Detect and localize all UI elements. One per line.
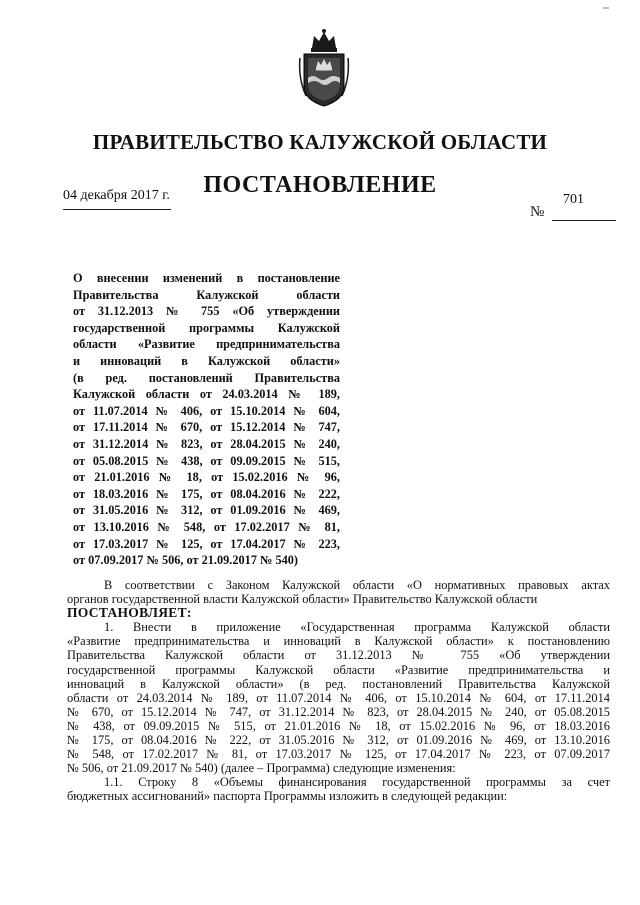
document-title: [73, 270, 340, 569]
title-line: Калужской области от 24.03.2014 № 189,: [73, 387, 340, 402]
title-line: и инноваций в Калужской области»: [73, 353, 340, 368]
title-line: О внесении изменений в постановление: [73, 271, 340, 285]
document-number: 701: [563, 192, 584, 207]
item1-line: области от 24.03.2014 № 189, от 11.07.2014 № 406, от 15.10.2014 № 604, от 17.11.2014: [67, 690, 610, 705]
organization-title: ПРАВИТЕЛЬСТВО КАЛУЖСКОЙ ОБЛАСТИ: [92, 130, 548, 154]
item1-line: инноваций в Калужской области» (в ред. постановлений Правительства Калужской: [67, 676, 610, 691]
item1-line: № 506, от 21.09.2017 № 540) (далее – Программа) следующие изменения:: [67, 761, 456, 776]
title-line: от 31.12.2013 № 755 «Об утверждении: [73, 304, 340, 319]
item1-line: государственной программы Калужской области «Развитие предпринимательства и: [67, 662, 610, 677]
title-line: от 31.12.2014 № 823, от 28.04.2015 № 240,: [73, 436, 340, 451]
title-line: от 05.08.2015 № 438, от 09.09.2015 № 515,: [73, 453, 340, 468]
resolves-heading: ПОСТАНОВЛЯЕТ:: [67, 605, 192, 621]
number-sign: №: [530, 204, 545, 220]
document-date: 04 декабря 2017 г.: [63, 188, 170, 203]
title-line: от 17.11.2014 № 670, от 15.12.2014 № 747,: [73, 420, 340, 435]
preamble-line: органов государственной власти Калужской области» Правительство Калужской области: [67, 592, 538, 607]
title-line: области «Развитие предпринимательства: [73, 337, 340, 352]
item1-line: № 438, от 09.09.2015 № 515, от 21.01.2016 № 18, от 15.02.2016 № 96, от 18.03.2016: [67, 718, 610, 733]
title-line: государственной программы Калужской: [73, 320, 340, 335]
item1-line: № 175, от 08.04.2016 № 222, от 31.05.2016 № 312, от 01.09.2016 № 469, от 13.10.2016: [67, 733, 610, 748]
title-line: от 07.09.2017 № 506, от 21.09.2017 № 540): [73, 553, 299, 568]
title-line: от 13.10.2016 № 548, от 17.02.2017 № 81,: [73, 519, 340, 534]
item1-line: № 670, от 15.12.2014 № 747, от 31.12.2014 № 823, от 28.04.2015 № 240, от 05.08.2015: [67, 704, 610, 719]
title-line: Правительства Калужской области: [73, 287, 340, 302]
document-body: [67, 578, 610, 804]
title-line: от 11.07.2014 № 406, от 15.10.2014 № 604,: [73, 403, 340, 418]
title-line: от 21.01.2016 № 18, от 15.02.2016 № 96,: [73, 470, 340, 485]
item1-line: «Развитие предпринимательства и инноваций в Калужской области» к постановлению: [67, 634, 610, 649]
title-line: (в ред. постановлений Правительства: [73, 370, 340, 385]
title-line: от 17.03.2017 № 125, от 17.04.2017 № 223,: [73, 536, 340, 551]
coat-of-arms-icon: [296, 28, 352, 108]
item1-line: № 548, от 17.02.2017 № 81, от 17.03.2017 № 125, от 17.04.2017 № 223, от 07.09.2017: [67, 747, 610, 762]
scan-mark: [603, 7, 609, 9]
date-underline: [63, 209, 171, 210]
item1-line: 1. Внести в приложение «Государственная программа Калужской области: [104, 620, 610, 635]
document-kind: ПОСТАНОВЛЕНИЕ: [203, 172, 437, 198]
item11-line: 1.1. Строку 8 «Объемы финансирования государственной программы за счет: [104, 775, 610, 790]
title-line: от 18.03.2016 № 175, от 08.04.2016 № 222,: [73, 486, 340, 501]
title-line: от 31.05.2016 № 312, от 01.09.2016 № 469,: [73, 503, 340, 518]
item1-line: Правительства Калужской области от 31.12.2013 № 755 «Об утверждении: [67, 648, 610, 663]
number-underline: [552, 220, 616, 221]
item11-line: бюджетных ассигнований» паспорта Программы изложить в следующей редакции:: [67, 789, 508, 804]
preamble-line: В соответствии с Законом Калужской области «О нормативных правовых актах: [104, 578, 610, 592]
